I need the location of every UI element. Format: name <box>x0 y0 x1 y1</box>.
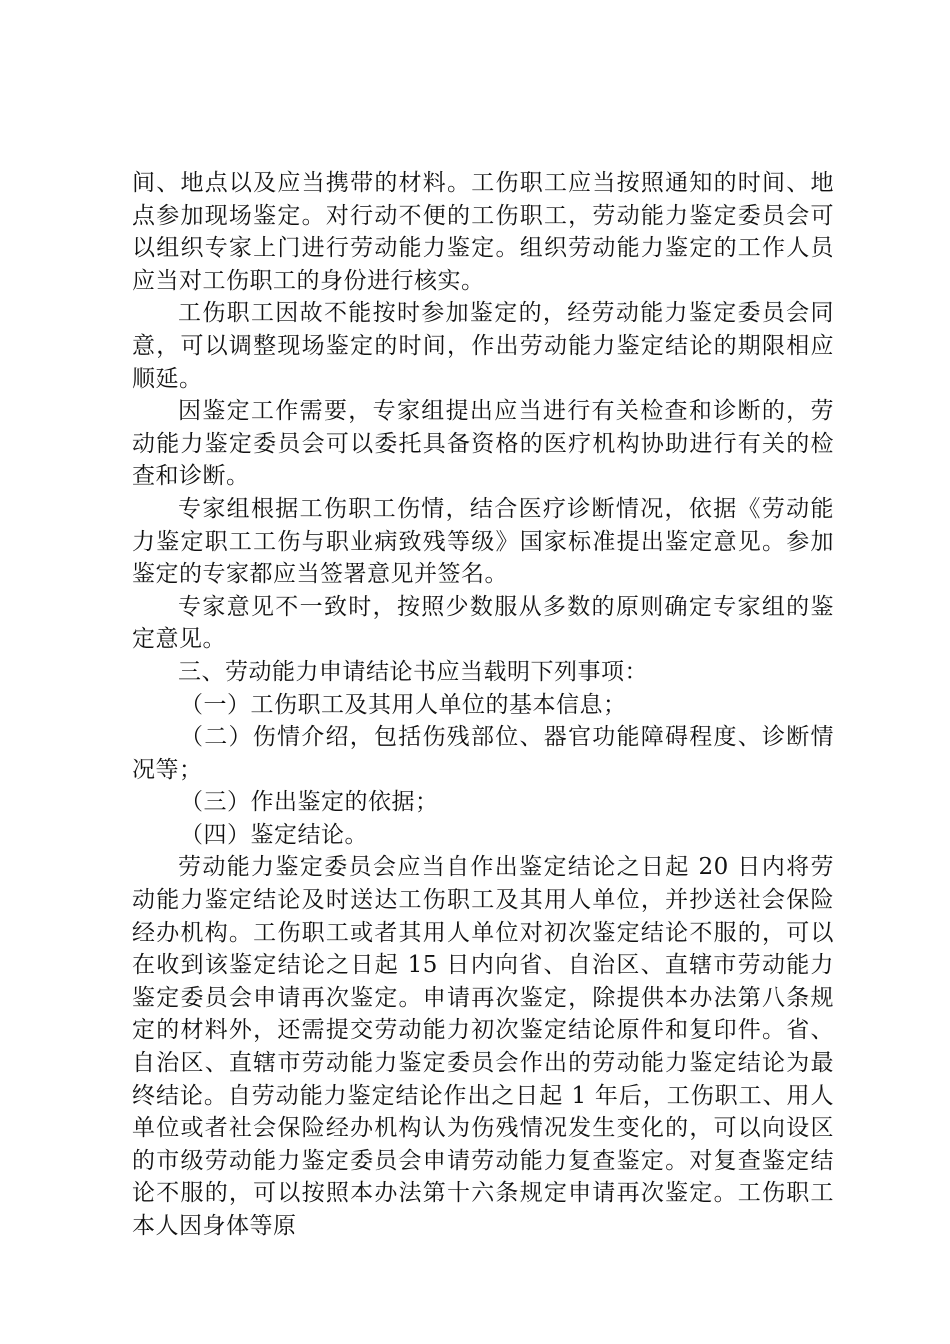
document-body <box>132 167 834 1243</box>
paragraph-majority-rule: 专家意见不一致时，按照少数服从多数的原则确定专家组的鉴定意见。 <box>132 593 834 653</box>
paragraph-expert-opinion: 专家组根据工伤职工伤情，结合医疗诊断情况，依据《劳动能力鉴定职工工伤与职业病致残等级》国家标准提出鉴定意见。参加鉴定的专家都应当签署意见并签名。 <box>132 495 834 588</box>
list-item-one: （一）工伤职工及其用人单位的基本信息； <box>180 691 627 718</box>
paragraph-delivery-and-review: 劳动能力鉴定委员会应当自作出鉴定结论之日起 20 日内将劳动能力鉴定结论及时送达工伤职工及其用人单位，并抄送社会保险经办机构。工伤职工或者其用人单位对初次鉴定结论不服的，可以在收到该鉴定结论之日起 15 日内向省、自治区、直辖市劳动能力鉴定委员会申请再次鉴定。申请再次鉴定，除提供本办法第八条规定的材料外，还需提交劳动能力初次鉴定结论原件和复印件。省、自治区、直辖市劳动能力鉴定委员会作出的劳动能力鉴定结论为最终结论。自劳动能力鉴定结论作出之日起 1 年后，工伤职工、用人单位或者社会保险经办机构认为伤残情况发生变化的，可以向设区的市级劳动能力鉴定委员会申请劳动能力复查鉴定。对复查鉴定结论不服的，可以按照本办法第十六条规定申请再次鉴定。工伤职工本人因身体等原 <box>132 854 834 1239</box>
section-heading-three: 三、劳动能力申请结论书应当载明下列事项： <box>178 658 648 685</box>
list-item-two: （二）伤情介绍，包括伤残部位、器官功能障碍程度、诊断情况等； <box>132 724 834 783</box>
paragraph-postpone: 工伤职工因故不能按时参加鉴定的，经劳动能力鉴定委员会同意，可以调整现场鉴定的时间，作出劳动能力鉴定结论的期限相应顺延。 <box>132 300 834 392</box>
list-item-four: （四）鉴定结论。 <box>180 821 368 848</box>
paragraph-medical-exam: 因鉴定工作需要，专家组提出应当进行有关检查和诊断的，劳动能力鉴定委员会可以委托具备资格的医疗机构协助进行有关的检查和诊断。 <box>132 398 834 490</box>
paragraph-continued: 间、地点以及应当携带的材料。工伤职工应当按照通知的时间、地点参加现场鉴定。对行动不便的工伤职工，劳动能力鉴定委员会可以组织专家上门进行劳动能力鉴定。组织劳动能力鉴定的工作人员应当对工伤职工的身份进行核实。 <box>132 170 834 294</box>
list-item-three: （三）作出鉴定的依据； <box>180 789 439 816</box>
